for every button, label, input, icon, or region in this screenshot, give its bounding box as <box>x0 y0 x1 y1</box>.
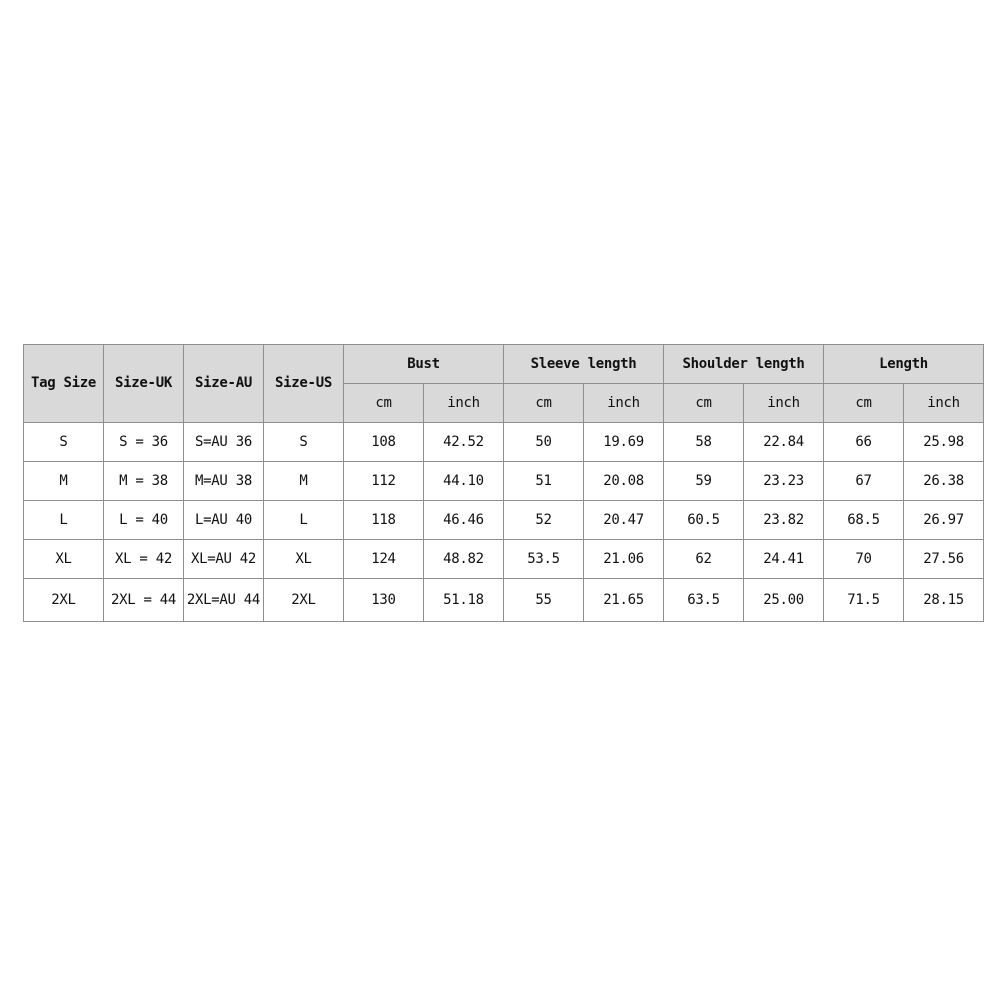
unit-shoulder-inch: inch <box>744 384 824 423</box>
cell-bust-inch: 46.46 <box>424 501 504 540</box>
header-size-us: Size-US <box>264 345 344 423</box>
cell-sleeve-cm: 52 <box>504 501 584 540</box>
unit-sleeve-inch: inch <box>584 384 664 423</box>
cell-size-us: M <box>264 462 344 501</box>
size-chart-body <box>24 423 984 622</box>
cell-size-uk: 2XL = 44 <box>104 579 184 622</box>
header-size-uk: Size-UK <box>104 345 184 423</box>
cell-tag-size: XL <box>24 540 104 579</box>
size-chart-container <box>23 344 984 622</box>
cell-bust-cm: 118 <box>344 501 424 540</box>
cell-tag-size: 2XL <box>24 579 104 622</box>
cell-shoulder-inch: 22.84 <box>744 423 824 462</box>
cell-shoulder-cm: 58 <box>664 423 744 462</box>
header-shoulder-length: Shoulder length <box>664 345 824 384</box>
cell-sleeve-inch: 20.08 <box>584 462 664 501</box>
header-length: Length <box>824 345 984 384</box>
cell-shoulder-inch: 25.00 <box>744 579 824 622</box>
cell-shoulder-cm: 59 <box>664 462 744 501</box>
cell-size-uk: XL = 42 <box>104 540 184 579</box>
table-row <box>24 501 984 540</box>
cell-bust-inch: 44.10 <box>424 462 504 501</box>
cell-size-au: M=AU 38 <box>184 462 264 501</box>
cell-size-uk: L = 40 <box>104 501 184 540</box>
cell-shoulder-cm: 63.5 <box>664 579 744 622</box>
cell-sleeve-cm: 51 <box>504 462 584 501</box>
table-row <box>24 423 984 462</box>
cell-bust-inch: 42.52 <box>424 423 504 462</box>
cell-shoulder-cm: 60.5 <box>664 501 744 540</box>
cell-bust-inch: 48.82 <box>424 540 504 579</box>
table-row <box>24 540 984 579</box>
cell-sleeve-inch: 21.65 <box>584 579 664 622</box>
cell-length-inch: 26.38 <box>904 462 984 501</box>
cell-shoulder-inch: 24.41 <box>744 540 824 579</box>
header-bust: Bust <box>344 345 504 384</box>
table-row <box>24 579 984 622</box>
unit-bust-inch: inch <box>424 384 504 423</box>
header-row-main <box>24 345 984 384</box>
cell-size-uk: M = 38 <box>104 462 184 501</box>
cell-tag-size: M <box>24 462 104 501</box>
cell-sleeve-inch: 21.06 <box>584 540 664 579</box>
size-chart-header <box>24 345 984 423</box>
cell-length-cm: 70 <box>824 540 904 579</box>
cell-length-cm: 71.5 <box>824 579 904 622</box>
cell-size-us: 2XL <box>264 579 344 622</box>
cell-size-au: S=AU 36 <box>184 423 264 462</box>
cell-size-us: XL <box>264 540 344 579</box>
cell-size-uk: S = 36 <box>104 423 184 462</box>
cell-sleeve-cm: 50 <box>504 423 584 462</box>
cell-size-au: XL=AU 42 <box>184 540 264 579</box>
cell-length-cm: 68.5 <box>824 501 904 540</box>
cell-length-cm: 67 <box>824 462 904 501</box>
cell-length-inch: 26.97 <box>904 501 984 540</box>
cell-sleeve-inch: 20.47 <box>584 501 664 540</box>
cell-sleeve-cm: 53.5 <box>504 540 584 579</box>
unit-length-cm: cm <box>824 384 904 423</box>
header-size-au: Size-AU <box>184 345 264 423</box>
cell-shoulder-cm: 62 <box>664 540 744 579</box>
header-tag-size: Tag Size <box>24 345 104 423</box>
cell-shoulder-inch: 23.23 <box>744 462 824 501</box>
unit-length-inch: inch <box>904 384 984 423</box>
table-row <box>24 462 984 501</box>
cell-bust-cm: 124 <box>344 540 424 579</box>
unit-bust-cm: cm <box>344 384 424 423</box>
cell-bust-cm: 108 <box>344 423 424 462</box>
size-chart-table <box>23 344 984 622</box>
header-sleeve-length: Sleeve length <box>504 345 664 384</box>
cell-sleeve-cm: 55 <box>504 579 584 622</box>
cell-shoulder-inch: 23.82 <box>744 501 824 540</box>
cell-sleeve-inch: 19.69 <box>584 423 664 462</box>
unit-shoulder-cm: cm <box>664 384 744 423</box>
unit-sleeve-cm: cm <box>504 384 584 423</box>
cell-length-inch: 27.56 <box>904 540 984 579</box>
cell-tag-size: S <box>24 423 104 462</box>
cell-size-au: 2XL=AU 44 <box>184 579 264 622</box>
cell-bust-cm: 112 <box>344 462 424 501</box>
cell-size-us: L <box>264 501 344 540</box>
cell-bust-inch: 51.18 <box>424 579 504 622</box>
cell-length-inch: 25.98 <box>904 423 984 462</box>
cell-length-cm: 66 <box>824 423 904 462</box>
cell-tag-size: L <box>24 501 104 540</box>
cell-size-au: L=AU 40 <box>184 501 264 540</box>
cell-size-us: S <box>264 423 344 462</box>
cell-bust-cm: 130 <box>344 579 424 622</box>
cell-length-inch: 28.15 <box>904 579 984 622</box>
